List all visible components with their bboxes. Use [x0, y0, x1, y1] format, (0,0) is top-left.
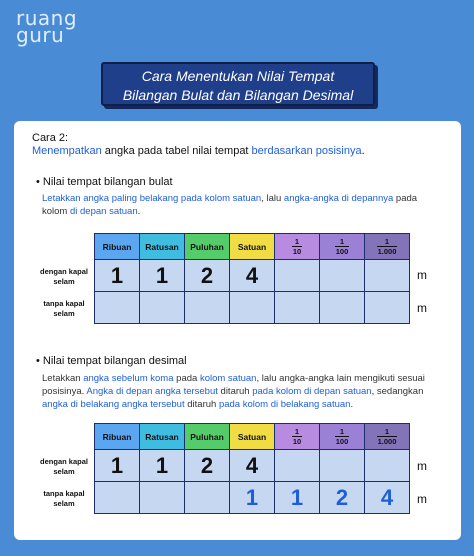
body-text-segment: . [350, 399, 354, 410]
frac-den: 100 [335, 437, 349, 446]
body-text-segment: , sedangkan [371, 386, 424, 397]
cell [320, 450, 365, 482]
section1-title: • Nilai tempat bilangan bulat [36, 176, 173, 188]
header-per-10 [275, 424, 320, 450]
place-value-table-integer [94, 233, 410, 324]
cell: 1 [140, 450, 185, 482]
cell [185, 482, 230, 514]
frac-den: 10 [292, 437, 302, 446]
frac-num: 1 [335, 237, 350, 247]
frac-den: 10 [292, 247, 302, 256]
cell [230, 292, 275, 324]
cell [320, 260, 365, 292]
body-text-segment: , lalu angka-angka lain mengikuti sesuai posisinya. [42, 373, 425, 397]
section1-title-text: Nilai tempat bilangan bulat [42, 176, 173, 188]
body-text-segment: pada kolom di belakang satuan [218, 399, 351, 410]
table-row-without-submarine [95, 482, 410, 514]
cara-label: Cara 2: [32, 132, 69, 144]
cell: 1 [95, 450, 140, 482]
table-row-with-submarine [95, 260, 410, 292]
cell [365, 260, 410, 292]
cell: 1 [275, 482, 320, 514]
cell [95, 292, 140, 324]
header-satuan: Satuan [230, 234, 275, 260]
cell [365, 292, 410, 324]
header-per-1000 [365, 424, 410, 450]
header-ribuan: Ribuan [95, 234, 140, 260]
cell [275, 260, 320, 292]
unit-m: m [417, 459, 427, 473]
unit-m: m [417, 268, 427, 282]
section2-title-text: Nilai tempat bilangan desimal [42, 355, 187, 367]
logo-line2: guru [16, 23, 65, 47]
frac-den: 100 [335, 247, 349, 256]
row-label-without: tanpa kapal selam [43, 489, 85, 508]
section2-body [42, 372, 442, 411]
header-satuan: Satuan [230, 424, 275, 450]
body-text-segment: pada [173, 373, 200, 384]
row-label-without: tanpa kapal selam [43, 299, 85, 318]
cara-desc-mid: angka pada tabel nilai tempat [101, 145, 252, 157]
title-line1: Cara Menentukan Nilai Tempat [141, 68, 335, 84]
frac-num: 1 [377, 427, 398, 437]
body-text-segment: angka-angka di depannya [283, 193, 394, 204]
frac-num: 1 [335, 427, 350, 437]
table-row-with-submarine [95, 450, 410, 482]
cara-desc-blue1: Menempatkan [32, 145, 102, 157]
cell: 2 [185, 450, 230, 482]
body-text-segment: di depan satuan [69, 206, 138, 217]
body-text-segment: ditaruh [217, 386, 253, 397]
cell: 2 [185, 260, 230, 292]
header-ribuan: Ribuan [95, 424, 140, 450]
cell: 1 [230, 482, 275, 514]
header-ratusan: Ratusan [140, 234, 185, 260]
header-ratusan: Ratusan [140, 424, 185, 450]
table-header-row [95, 234, 410, 260]
body-text-segment: Angka di depan angka tersebut [86, 386, 218, 397]
cell: 4 [230, 260, 275, 292]
body-text-segment: kolom satuan [199, 373, 257, 384]
header-per-100 [320, 234, 365, 260]
table-header-row [95, 424, 410, 450]
cell [275, 450, 320, 482]
row-label-with: dengan kapal selam [40, 457, 88, 476]
frac-num: 1 [292, 427, 302, 437]
table-row-without-submarine [95, 292, 410, 324]
unit-m: m [417, 492, 427, 506]
cell [365, 450, 410, 482]
cell [275, 292, 320, 324]
cara-desc-end: . [361, 145, 365, 157]
cell [140, 292, 185, 324]
frac-num: 1 [377, 237, 398, 247]
cell [320, 292, 365, 324]
unit-m: m [417, 301, 427, 315]
section1-body [42, 192, 442, 218]
body-text-segment: Letakkan [42, 373, 84, 384]
cell: 1 [140, 260, 185, 292]
cara-desc-blue2: berdasarkan posisinya [251, 145, 362, 157]
cell: 2 [320, 482, 365, 514]
header-per-100 [320, 424, 365, 450]
cell: 4 [365, 482, 410, 514]
cara-description [32, 145, 365, 157]
header-per-1000 [365, 234, 410, 260]
section2-title: • Nilai tempat bilangan desimal [36, 355, 187, 367]
body-text-segment: ditaruh [184, 399, 219, 410]
frac-den: 1.000 [377, 437, 397, 446]
body-text-segment: angka sebelum koma [83, 373, 174, 384]
title-banner [101, 62, 375, 106]
body-text-segment: . [137, 206, 141, 217]
title-line2: Bilangan Bulat dan Bilangan Desimal [122, 87, 354, 103]
body-text-segment: pada kolom di depan satuan [252, 386, 372, 397]
body-text-segment: Letakkan angka paling belakang pada kolom satuan [42, 193, 262, 204]
cell: 1 [95, 260, 140, 292]
frac-num: 1 [292, 237, 302, 247]
header-per-10 [275, 234, 320, 260]
header-puluhan: Puluhan [185, 234, 230, 260]
header-puluhan: Puluhan [185, 424, 230, 450]
ruangguru-logo [16, 6, 78, 47]
logo-line1: ruang [16, 6, 78, 30]
cell [95, 482, 140, 514]
place-value-table-decimal [94, 423, 410, 514]
body-text-segment: angka di belakang angka tersebut [42, 399, 185, 410]
row-label-with: dengan kapal selam [40, 267, 88, 286]
cell: 4 [230, 450, 275, 482]
cell [185, 292, 230, 324]
content-card [14, 121, 461, 540]
cell [140, 482, 185, 514]
body-text-segment: pada kolom [42, 193, 418, 217]
body-text-segment: , lalu [261, 193, 284, 204]
frac-den: 1.000 [377, 247, 397, 256]
